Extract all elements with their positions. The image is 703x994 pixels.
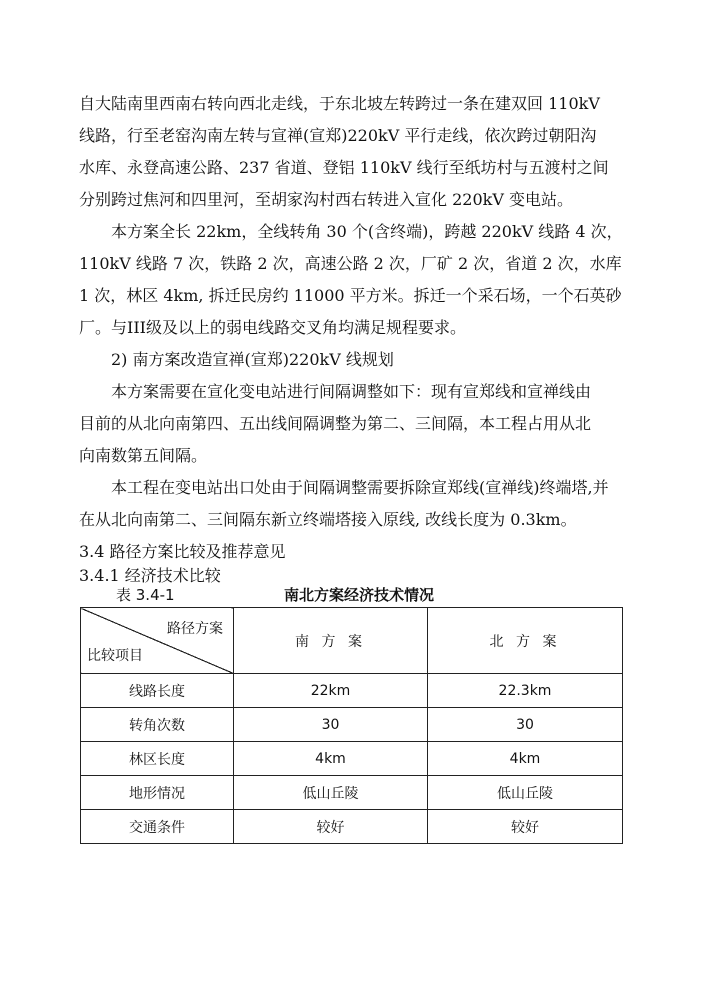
north-value: 4km <box>428 742 623 776</box>
north-value: 30 <box>428 708 623 742</box>
table-row <box>81 776 623 810</box>
table-row <box>81 742 623 776</box>
header-route-scheme: 路径方案 <box>167 621 223 637</box>
row-label: 林区长度 <box>81 742 234 776</box>
header-compare-item: 比较项目 <box>87 648 143 664</box>
diagonal-header-cell <box>81 608 234 674</box>
table-row <box>81 708 623 742</box>
south-value: 较好 <box>234 810 428 844</box>
paragraph-1-line-1: 自大陆南里西南右转向西北走线，于东北坡左转跨过一条在建双回 110kV <box>79 94 600 113</box>
table-row <box>81 674 623 708</box>
row-label: 交通条件 <box>81 810 234 844</box>
paragraph-4-line-1: 本工程在变电站出口处由于间隔调整需要拆除宣郑线(宣禅线)终端塔,并 <box>111 478 609 497</box>
row-label: 转角次数 <box>81 708 234 742</box>
table-caption <box>0 585 703 605</box>
paragraph-3-line-3: 向南数第五间隔。 <box>79 446 208 465</box>
table-number: 表 3.4-1 <box>116 586 175 604</box>
row-label: 线路长度 <box>81 674 234 708</box>
table-row <box>81 810 623 844</box>
table-title: 南北方案经济技术情况 <box>284 586 435 604</box>
south-value: 22km <box>234 674 428 708</box>
north-value: 较好 <box>428 810 623 844</box>
south-value: 低山丘陵 <box>234 776 428 810</box>
section-heading-3-4-1: 3.4.1 经济技术比较 <box>79 566 221 585</box>
section-heading-3-4: 3.4 路径方案比较及推荐意见 <box>79 542 286 561</box>
paragraph-4-line-2: 在从北向南第二、三间隔东新立终端塔接入原线, 改线长度为 0.3km。 <box>79 510 577 529</box>
paragraph-1-line-2: 线路，行至老窑沟南左转与宣禅(宣郑)220kV 平行走线，依次跨过朝阳沟 <box>79 126 597 145</box>
paragraph-1-line-4: 分别跨过焦河和四里河，至胡家沟村西右转进入宣化 220kV 变电站。 <box>79 190 573 209</box>
south-value: 4km <box>234 742 428 776</box>
row-label: 地形情况 <box>81 776 234 810</box>
section-heading-2: 2) 南方案改造宣禅(宣郑)220kV 线规划 <box>111 350 394 369</box>
paragraph-3-line-1: 本方案需要在宣化变电站进行间隔调整如下：现有宣郑线和宣禅线由 <box>111 382 592 401</box>
paragraph-2-line-3: 1 次，林区 4km, 拆迁民房约 11000 平方米。拆迁一个采石场，一个石英砂 <box>79 286 622 305</box>
north-value: 22.3km <box>428 674 623 708</box>
column-header-south: 南 方 案 <box>234 608 428 674</box>
column-header-north: 北 方 案 <box>428 608 623 674</box>
comparison-table <box>80 607 623 844</box>
paragraph-2-line-4: 厂。与III级及以上的弱电线路交叉角均满足规程要求。 <box>79 318 466 337</box>
north-value: 低山丘陵 <box>428 776 623 810</box>
paragraph-2-line-2: 110kV 线路 7 次，铁路 2 次，高速公路 2 次，厂矿 2 次，省道 2 次，水库 <box>79 254 622 273</box>
south-value: 30 <box>234 708 428 742</box>
paragraph-2-line-1: 本方案全长 22km，全线转角 30 个(含终端)，跨越 220kV 线路 4 次， <box>111 222 623 241</box>
paragraph-3-line-2: 目前的从北向南第四、五出线间隔调整为第二、三间隔，本工程占用从北 <box>79 414 592 433</box>
paragraph-1-line-3: 水库、永登高速公路、237 省道、登铝 110kV 线行至纸坊村与五渡村之间 <box>79 158 609 177</box>
table-header-row <box>81 608 623 674</box>
